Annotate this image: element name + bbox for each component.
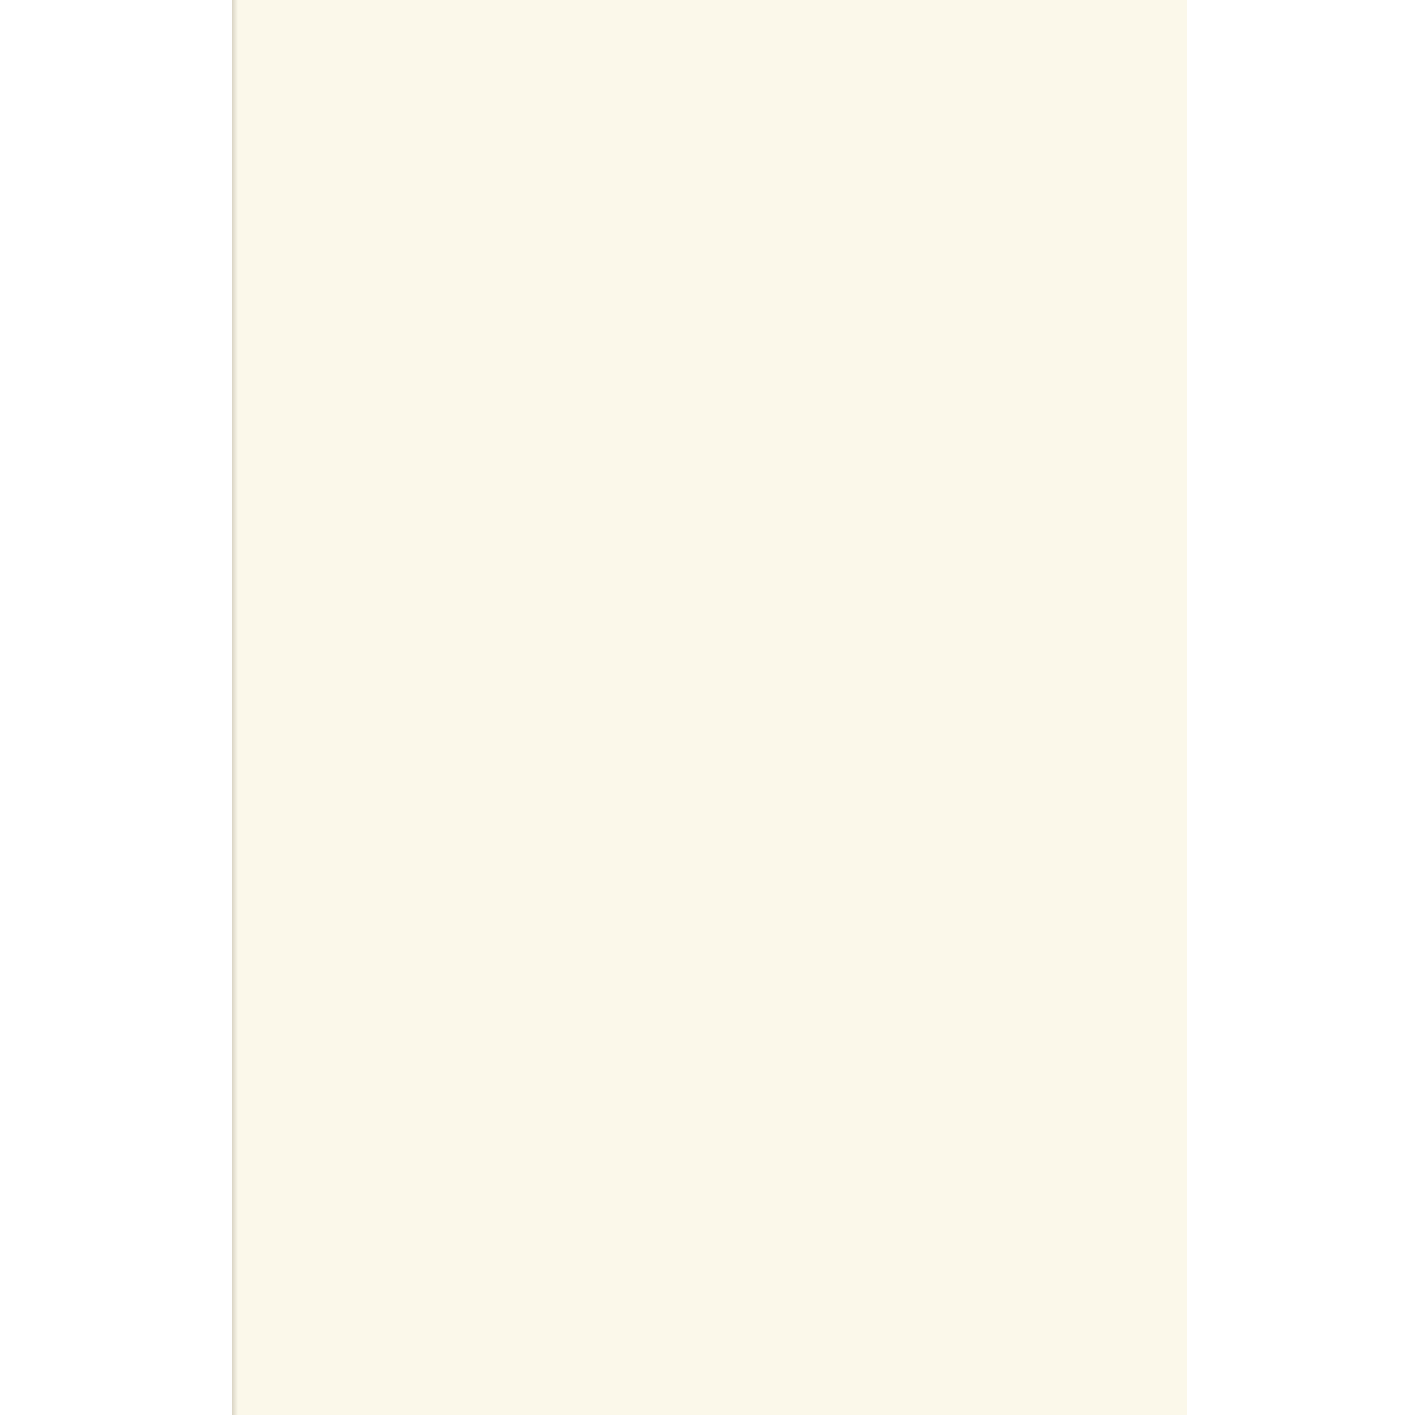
page-left-edge xyxy=(232,0,238,1415)
book-page xyxy=(232,0,1187,1415)
